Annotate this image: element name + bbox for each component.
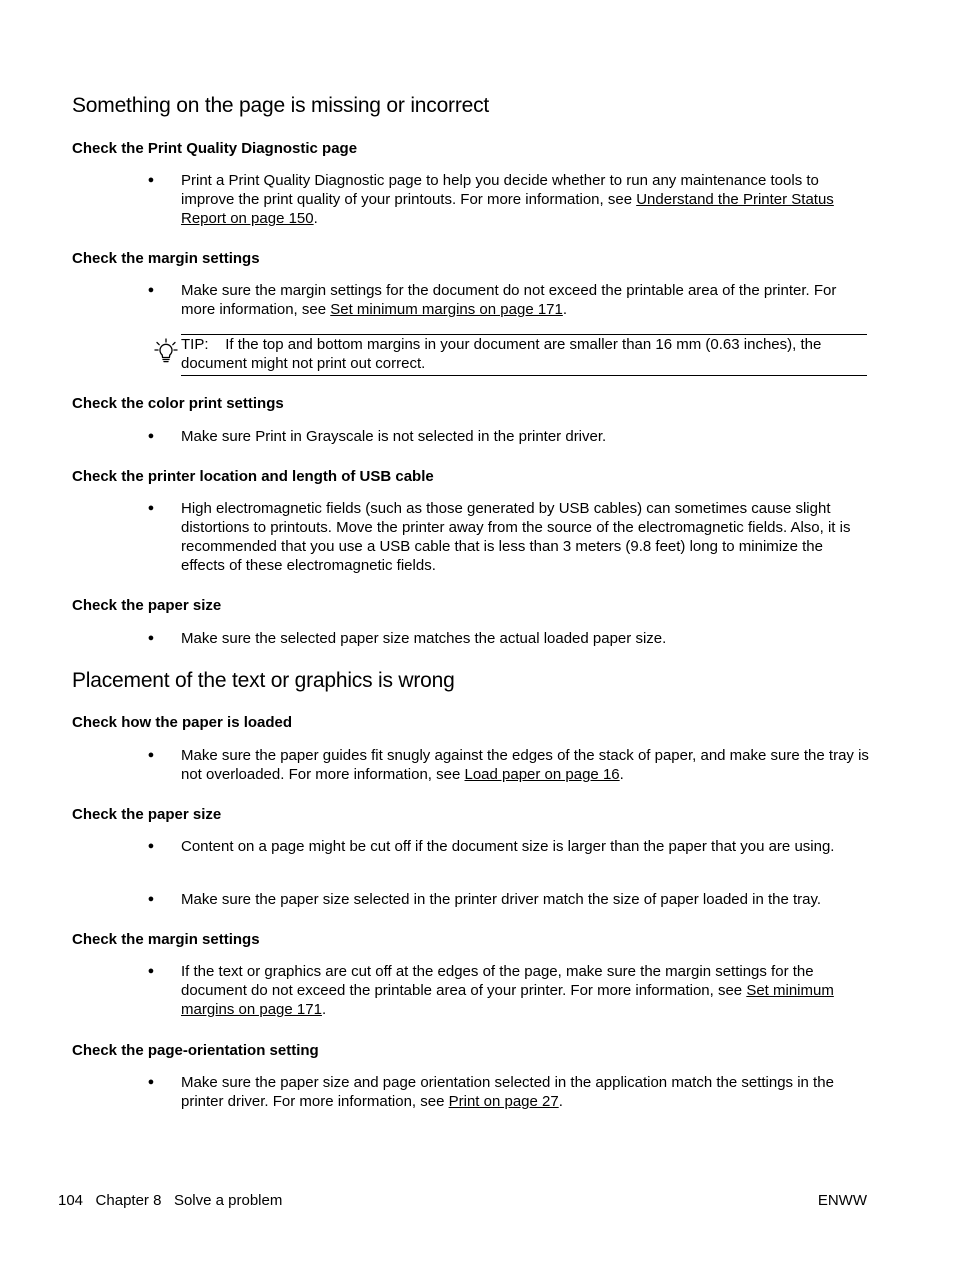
tip-box — [181, 334, 867, 376]
bullet-icon — [145, 890, 157, 909]
subsection-heading: Check the color print settings — [72, 395, 284, 412]
list-item-text: Make sure the margin settings for the document do not exceed the printable area of the printer. For more information, see Set minimum margins on page 171. — [181, 282, 837, 318]
subsection-heading: Check the printer location and length of USB cable — [72, 468, 434, 485]
tip-label: TIP: — [181, 336, 209, 353]
bullet-icon — [145, 171, 157, 190]
link-print[interactable]: Print on page 27 — [448, 1093, 559, 1110]
chapter-label: Chapter 8 — [95, 1192, 162, 1209]
chapter-title: Solve a problem — [173, 1192, 283, 1209]
list-item-text: Make sure the paper size and page orientation selected in the application match the settings in the printer driver. For more information, see Print on page 27. — [181, 1074, 834, 1110]
subsection-heading: Check the paper size — [72, 597, 222, 614]
tip-text: TIP: If the top and bottom margins in your document are smaller than 16 mm (0.63 inches), the document might not print out correct. — [181, 336, 822, 372]
bullet-icon — [145, 962, 157, 981]
list-item-text: Make sure the paper guides fit snugly against the edges of the stack of paper, and make sure the tray is not overloaded. For more information, see Load paper on page 16. — [181, 747, 869, 783]
list-item-text: Print a Print Quality Diagnostic page to help you decide whether to run any maintenance tools to improve the print quality of your printouts. For more information, see Understand the Printer Status Report on page 150. — [181, 172, 834, 227]
bullet-icon — [145, 427, 157, 446]
lightbulb-icon — [154, 338, 178, 364]
link-load-paper[interactable]: Load paper on page 16 — [464, 766, 620, 783]
section-title: Placement of the text or graphics is wrong — [72, 669, 455, 692]
bullet-icon — [145, 746, 157, 765]
page-footer-left — [58, 1191, 282, 1210]
bullet-icon — [145, 281, 157, 300]
bullet-icon — [145, 1073, 157, 1092]
subsection-heading: Check how the paper is loaded — [72, 714, 293, 731]
link-printer-status-report[interactable]: Understand the Printer Status Report on page 150 — [181, 191, 834, 227]
subsection-heading: Check the Print Quality Diagnostic page — [72, 140, 358, 157]
link-set-minimum-margins[interactable]: Set minimum margins on page 171 — [181, 982, 834, 1018]
subsection-heading: Check the margin settings — [72, 931, 260, 948]
link-set-minimum-margins[interactable]: Set minimum margins on page 171 — [330, 301, 563, 318]
list-item-text: If the text or graphics are cut off at the edges of the page, make sure the margin settings for the document do not exceed the printable area of your printer. For more information, see Set minimum margins on page 171. — [181, 963, 834, 1018]
subsection-heading: Check the margin settings — [72, 250, 260, 267]
subsection-heading: Check the page-orientation setting — [72, 1042, 319, 1059]
section-title: Something on the page is missing or incorrect — [72, 94, 490, 117]
bullet-icon — [145, 629, 157, 648]
list-item-text: Content on a page might be cut off if the document size is larger than the paper that you are using. — [181, 838, 835, 855]
ui-term: Print in Grayscale — [255, 428, 374, 445]
page-footer-right: ENWW — [817, 1192, 867, 1209]
bullet-icon — [145, 499, 157, 518]
list-item-text: Make sure Print in Grayscale is not selected in the printer driver. — [181, 428, 607, 445]
subsection-heading: Check the paper size — [72, 806, 222, 823]
bullet-icon — [145, 837, 157, 856]
list-item-text: Make sure the selected paper size matches the actual loaded paper size. — [181, 630, 667, 647]
list-item-text: Make sure the paper size selected in the printer driver match the size of paper loaded in the tray. — [181, 891, 822, 908]
list-item-text: High electromagnetic fields (such as those generated by USB cables) can sometimes cause slight distortions to printouts. Move the printer away from the source of the electromagnetic fields. Also, it is recommended that you use a USB cable that is less than 3 meters (9.8 feet) long to minimize the effects of these electromagnetic fields. — [181, 500, 851, 574]
page-number: 104 — [58, 1192, 84, 1209]
